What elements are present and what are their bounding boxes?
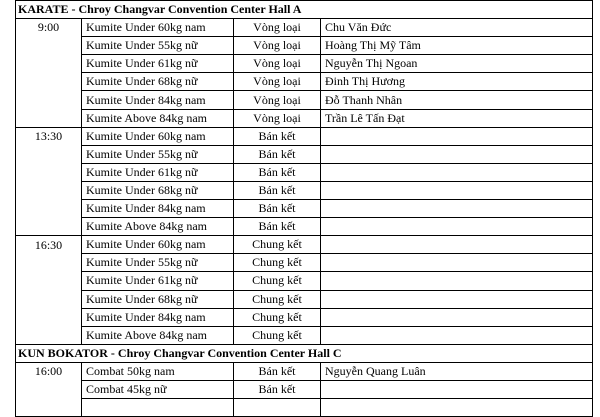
round-cell: Chung kết [234, 290, 321, 308]
event-cell: Kumite Under 60kg nam [82, 236, 234, 254]
athlete-cell [321, 380, 593, 398]
table-row [16, 145, 593, 163]
event-cell: Kumite Under 68kg nữ [82, 73, 234, 91]
round-cell: Vòng loại [234, 73, 321, 91]
round-cell: Vòng loại [234, 19, 321, 37]
time-cell-empty [16, 109, 82, 127]
round-cell: Chung kết [234, 236, 321, 254]
round-cell: Bán kết [234, 181, 321, 199]
time-cell-empty [16, 254, 82, 272]
athlete-cell [321, 272, 593, 290]
round-cell: Chung kết [234, 272, 321, 290]
table-row [16, 127, 593, 145]
table-row [16, 399, 593, 417]
table-row [16, 218, 593, 236]
athlete-cell [321, 127, 593, 145]
round-cell: Bán kết [234, 145, 321, 163]
event-cell: Kumite Under 61kg nữ [82, 55, 234, 73]
athlete-cell [321, 163, 593, 181]
round-cell: Chung kết [234, 308, 321, 326]
time-cell-empty [16, 37, 82, 55]
table-row [16, 163, 593, 181]
table-row [16, 55, 593, 73]
athlete-cell: Trần Lê Tấn Đạt [321, 109, 593, 127]
section-title: KUN BOKATOR - Chroy Changvar Convention Center Hall C [16, 344, 593, 362]
event-cell: Kumite Under 84kg nam [82, 308, 234, 326]
round-cell: Bán kết [234, 362, 321, 380]
athlete-cell [321, 236, 593, 254]
time-cell-empty [16, 73, 82, 91]
athlete-cell [321, 399, 593, 417]
athlete-cell: Chu Văn Đức [321, 19, 593, 37]
time-cell: 9:00 [16, 19, 82, 37]
time-cell-empty [16, 399, 82, 417]
schedule-body [16, 1, 593, 417]
athlete-cell [321, 254, 593, 272]
table-row [16, 236, 593, 254]
table-row [16, 326, 593, 344]
schedule-table [15, 0, 593, 417]
table-row [16, 308, 593, 326]
table-row [16, 91, 593, 109]
event-cell: Kumite Above 84kg nam [82, 218, 234, 236]
table-row [16, 254, 593, 272]
athlete-cell: Đỗ Thanh Nhân [321, 91, 593, 109]
athlete-cell [321, 308, 593, 326]
time-cell-empty [16, 380, 82, 398]
round-cell: Bán kết [234, 163, 321, 181]
time-cell-empty [16, 290, 82, 308]
athlete-cell [321, 200, 593, 218]
round-cell: Bán kết [234, 380, 321, 398]
event-cell: Combat 45kg nữ [82, 380, 234, 398]
athlete-cell: Hoàng Thị Mỹ Tâm [321, 37, 593, 55]
athlete-cell [321, 290, 593, 308]
round-cell: Vòng loại [234, 109, 321, 127]
athlete-cell: Nguyễn Quang Luân [321, 362, 593, 380]
athlete-cell [321, 326, 593, 344]
event-cell: Kumite Above 84kg nam [82, 109, 234, 127]
time-cell: 16:30 [16, 236, 82, 254]
table-row [16, 290, 593, 308]
event-cell: Kumite Under 84kg nam [82, 200, 234, 218]
table-row [16, 37, 593, 55]
round-cell: Bán kết [234, 200, 321, 218]
time-cell-empty [16, 218, 82, 236]
event-cell [82, 399, 234, 417]
event-cell: Kumite Under 61kg nữ [82, 272, 234, 290]
table-row [16, 109, 593, 127]
event-cell: Kumite Under 61kg nữ [82, 163, 234, 181]
section-title: KARATE - Chroy Changvar Convention Center Hall A [16, 1, 593, 19]
time-cell-empty [16, 326, 82, 344]
event-cell: Kumite Under 55kg nữ [82, 145, 234, 163]
table-row [16, 362, 593, 380]
athlete-cell: Đinh Thị Hương [321, 73, 593, 91]
time-cell-empty [16, 200, 82, 218]
event-cell: Kumite Under 55kg nữ [82, 254, 234, 272]
round-cell [234, 399, 321, 417]
event-cell: Kumite Under 68kg nữ [82, 290, 234, 308]
athlete-cell [321, 218, 593, 236]
event-cell: Kumite Under 84kg nam [82, 91, 234, 109]
table-row [16, 181, 593, 199]
table-row [16, 380, 593, 398]
time-cell: 16:00 [16, 362, 82, 380]
round-cell: Vòng loại [234, 91, 321, 109]
time-cell-empty [16, 308, 82, 326]
athlete-cell [321, 181, 593, 199]
table-row [16, 19, 593, 37]
table-row [16, 200, 593, 218]
round-cell: Chung kết [234, 254, 321, 272]
time-cell-empty [16, 145, 82, 163]
table-row [16, 73, 593, 91]
round-cell: Vòng loại [234, 55, 321, 73]
event-cell: Kumite Under 55kg nữ [82, 37, 234, 55]
time-cell-empty [16, 163, 82, 181]
time-cell-empty [16, 181, 82, 199]
round-cell: Chung kết [234, 326, 321, 344]
event-cell: Kumite Under 60kg nam [82, 127, 234, 145]
event-cell: Kumite Under 68kg nữ [82, 181, 234, 199]
time-cell-empty [16, 272, 82, 290]
section-header-row [16, 344, 593, 362]
athlete-cell: Nguyễn Thị Ngoan [321, 55, 593, 73]
time-cell-empty [16, 55, 82, 73]
time-cell: 13:30 [16, 127, 82, 145]
time-cell-empty [16, 91, 82, 109]
event-cell: Kumite Under 60kg nam [82, 19, 234, 37]
table-row [16, 272, 593, 290]
round-cell: Bán kết [234, 218, 321, 236]
event-cell: Combat 50kg nam [82, 362, 234, 380]
athlete-cell [321, 145, 593, 163]
event-cell: Kumite Above 84kg nam [82, 326, 234, 344]
section-header-row [16, 1, 593, 19]
round-cell: Bán kết [234, 127, 321, 145]
round-cell: Vòng loại [234, 37, 321, 55]
